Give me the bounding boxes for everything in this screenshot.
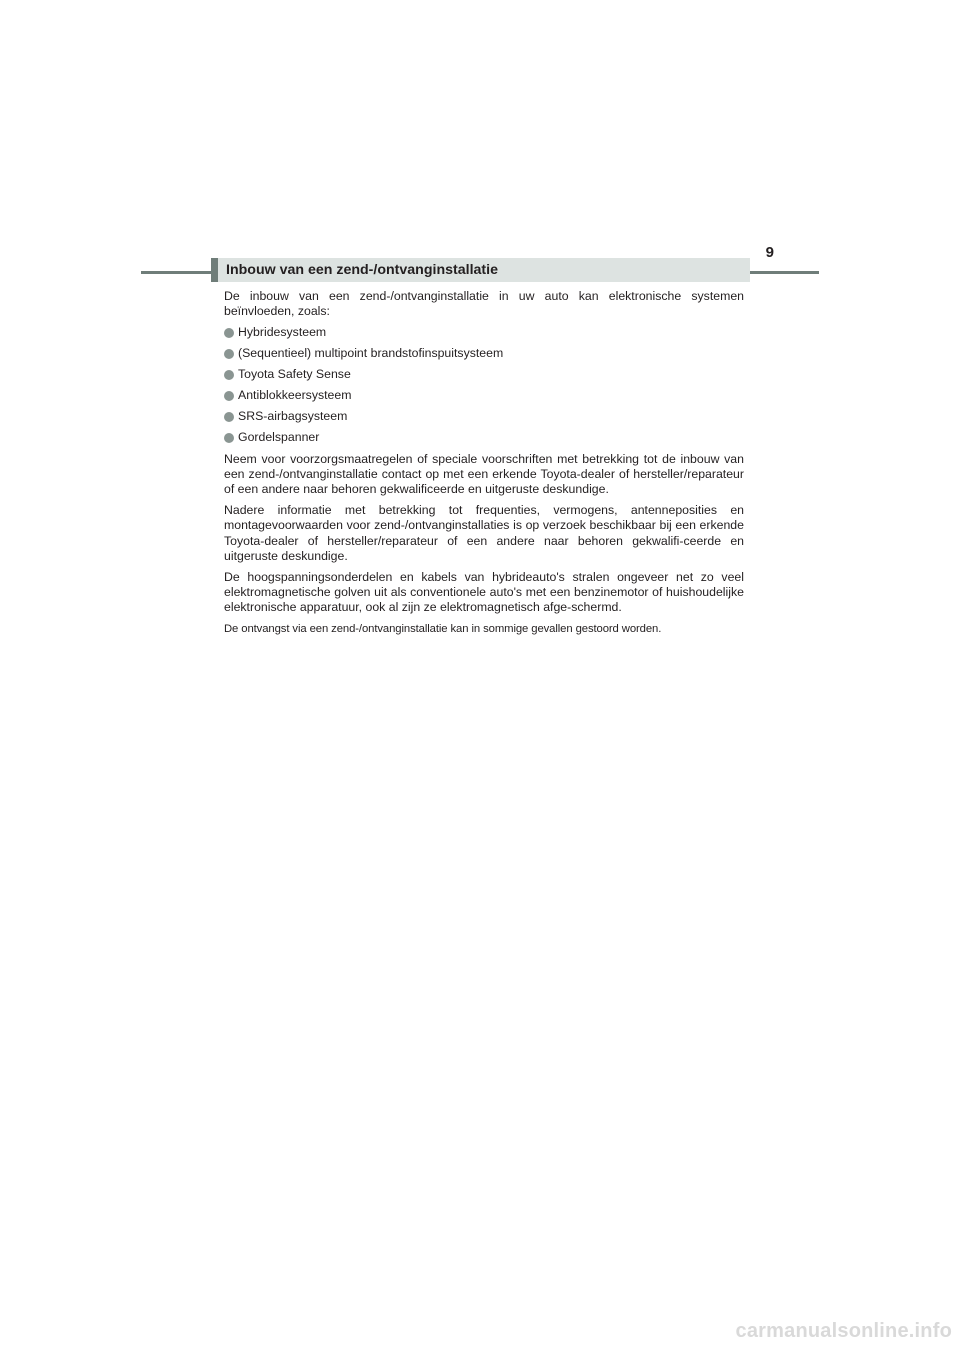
list-item bbox=[224, 409, 744, 424]
list-item bbox=[224, 346, 744, 361]
bullet-icon bbox=[224, 391, 234, 401]
list-item-label: Hybridesysteem bbox=[238, 325, 327, 340]
list-item bbox=[224, 388, 744, 403]
watermark: carmanualsonline.info bbox=[735, 1320, 952, 1342]
list-item-label: Gordelspanner bbox=[238, 430, 320, 445]
list-item bbox=[224, 325, 744, 340]
section-body bbox=[224, 289, 744, 636]
high-voltage-paragraph: De hoogspanningsonderdelen en kabels van hybrideauto's stralen ongeveer net zo veel elektromagnetische golven uit als conventionele auto's met een benzinemotor of huishoudelijke elektronische apparatuur, ook al zijn ze elektromagnetisch afge-schermd. bbox=[224, 570, 744, 615]
bullet-icon bbox=[224, 349, 234, 359]
list-item bbox=[224, 367, 744, 382]
page-number: 9 bbox=[765, 244, 774, 261]
intro-paragraph: De inbouw van een zend-/ontvanginstallatie in uw auto kan elektronische systemen beïnvloeden, zoals: bbox=[224, 289, 744, 319]
bullet-icon bbox=[224, 328, 234, 338]
list-item-label: Antiblokkeersysteem bbox=[238, 388, 352, 403]
section-heading: Inbouw van een zend-/ontvanginstallatie bbox=[211, 258, 750, 282]
list-item-label: Toyota Safety Sense bbox=[238, 367, 351, 382]
list-item-label: (Sequentieel) multipoint brandstofinspuitsysteem bbox=[238, 346, 504, 361]
bullet-icon bbox=[224, 433, 234, 443]
bullet-icon bbox=[224, 370, 234, 380]
list-item-label: SRS-airbagsysteem bbox=[238, 409, 348, 424]
bullet-icon bbox=[224, 412, 234, 422]
dealer-contact-paragraph: Neem voor voorzorgsmaatregelen of speciale voorschriften met betrekking tot de inbouw van een zend-/ontvanginstallatie contact op met een erkende Toyota-dealer of hersteller/reparateur of een andere naar behoren gekwalificeerde en uitgeruste deskundige. bbox=[224, 451, 744, 497]
frequency-info-paragraph: Nadere informatie met betrekking tot frequenties, vermogens, antenneposities en montagevoorwaarden voor zend-/ontvanginstallaties is op verzoek beschikbaar bij een erkende Toyota-dealer of hersteller/reparateur of een andere naar behoren gekwalifi-ceerde en uitgeruste deskundige. bbox=[224, 503, 744, 563]
list-item bbox=[224, 430, 744, 445]
reception-note: De ontvangst via een zend-/ontvanginstallatie kan in sommige gevallen gestoord worden. bbox=[224, 622, 662, 635]
affected-systems-list bbox=[224, 325, 744, 445]
